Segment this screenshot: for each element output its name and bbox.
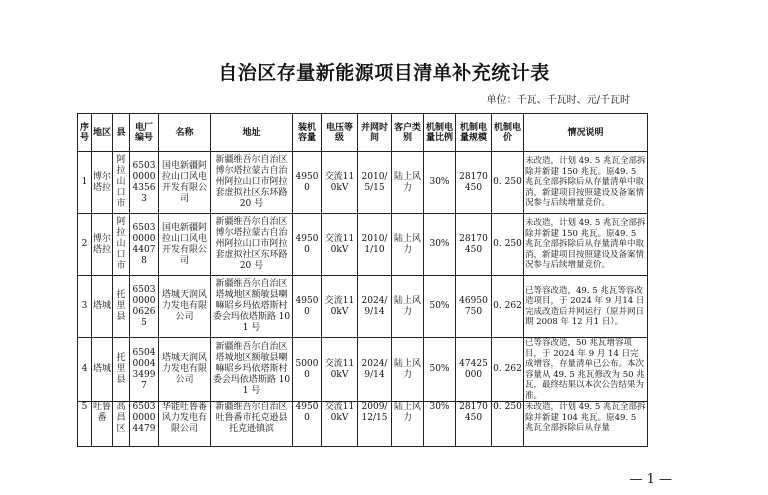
cell-capacity: 49500 xyxy=(293,402,322,447)
table-header-row xyxy=(78,114,648,152)
cell-plant-id: 650300004407 8 xyxy=(130,214,159,276)
cell-county: 阿拉山口市 xyxy=(113,214,130,276)
cell-date: 2010/1/10 xyxy=(358,214,392,276)
cell-address: 新疆维吾尔自治区塔城地区额敏县喇嘛昭乡玛依塔斯村委会玛依塔斯路 101 号 xyxy=(211,338,293,402)
col-header-capacity: 装机容量 xyxy=(293,114,322,152)
cell-date: 2010/5/15 xyxy=(358,152,392,214)
cell-name: 华能吐鲁番风力发电有限公司 xyxy=(159,402,211,447)
cell-price: 0. 250 xyxy=(492,214,524,276)
cell-no: 1 xyxy=(78,152,92,214)
cell-date: 2009/12/15 xyxy=(358,402,392,447)
col-header-name: 名称 xyxy=(159,114,211,152)
cell-scale: 47425000 xyxy=(456,338,492,402)
cell-voltage: 交流110kV xyxy=(322,402,358,447)
cell-region: 博尔塔拉 xyxy=(92,214,113,276)
cell-region: 博尔塔拉 xyxy=(92,152,113,214)
col-header-no: 序号 xyxy=(78,114,92,152)
col-header-voltage: 电压等级 xyxy=(322,114,358,152)
cell-price: 0. 262 xyxy=(492,338,524,402)
cell-plant-id: 650400043499 7 xyxy=(130,338,159,402)
cell-scale: 28170450 xyxy=(456,152,492,214)
cell-county: 托里县 xyxy=(113,338,130,402)
cell-address: 新疆维吾尔自治区博尔塔拉蒙古自治州阿拉山口市阿拉套虚拟社区东环路 20 号 xyxy=(211,152,293,214)
cell-address: 新疆维吾尔自治区吐鲁番市托克逊县托克逊镇滨 xyxy=(211,402,293,447)
cell-scale: 28170450 xyxy=(456,402,492,447)
cell-note: 已等容改造，50 兆瓦增容项目，于 2024 年 9 月 14 日完成增容，存量清单已公布。本次容量从 49. 5 兆瓦修改为 50 兆瓦，最终结果以本次公告结果为准。 xyxy=(524,338,648,402)
cell-category: 陆上风力 xyxy=(392,276,424,338)
cell-no: 2 xyxy=(78,214,92,276)
document-title: 自治区存量新能源项目清单补充统计表 xyxy=(218,62,550,84)
cell-price: 0. 250 xyxy=(492,402,524,447)
cell-ratio: 30% xyxy=(424,152,456,214)
table-row xyxy=(78,214,648,276)
cell-note: 已等容改造，49. 5 兆瓦等容改造项目，于 2024 年 9 月14 日完成改造后并网运行（原并网日期 2008 年 12 月1 日）。 xyxy=(524,276,648,338)
cell-plant-id: 650300004356 3 xyxy=(130,152,159,214)
col-header-date: 并网时间 xyxy=(358,114,392,152)
table-row xyxy=(78,338,648,402)
cell-no: 4 xyxy=(78,338,92,402)
cell-category: 陆上风力 xyxy=(392,214,424,276)
cell-region: 塔城 xyxy=(92,276,113,338)
cell-capacity: 50000 xyxy=(293,338,322,402)
cell-name: 国电新疆阿拉山口风电开发有限公司 xyxy=(159,214,211,276)
cell-category: 陆上风力 xyxy=(392,338,424,402)
cell-county: 高昌区 xyxy=(113,402,130,447)
cell-price: 0. 250 xyxy=(492,152,524,214)
cell-ratio: 50% xyxy=(424,338,456,402)
col-header-price: 机制电价 xyxy=(492,114,524,152)
col-header-plant-id: 电厂编号 xyxy=(130,114,159,152)
cell-date: 2024/9/14 xyxy=(358,338,392,402)
cell-address: 新疆维吾尔自治区塔城地区额敏县喇嘛昭乡玛依塔斯村委会玛依塔斯路 101 号 xyxy=(211,276,293,338)
cell-county: 托里县 xyxy=(113,276,130,338)
cell-note: 未改造，计划 49. 5 兆瓦全部拆除并新建 150 兆瓦。原49. 5 兆瓦全部拆除后从存量清单中取消，新建项目按照建设及备案情况参与后续增量竞价。 xyxy=(524,214,648,276)
cell-capacity: 49500 xyxy=(293,152,322,214)
cell-voltage: 交流110kV xyxy=(322,338,358,402)
cell-note: 未改造，计划 49. 5 兆瓦全部拆除并新建 150 兆瓦。原49. 5 兆瓦全部拆除后从存量清单中取消，新建项目按照建设及备案情况参与后续增量竞价。 xyxy=(524,152,648,214)
col-header-address: 地址 xyxy=(211,114,293,152)
page-number: — 1 — xyxy=(629,472,672,487)
unit-note: 单位：千瓦、千瓦时、元/千瓦时 xyxy=(486,95,630,106)
cell-name: 塔城天润风力发电有限公司 xyxy=(159,338,211,402)
table-row xyxy=(78,276,648,338)
table-row xyxy=(78,152,648,214)
col-header-county: 县 xyxy=(113,114,130,152)
table-row xyxy=(78,402,648,447)
page-footer xyxy=(0,468,768,487)
cell-ratio: 30% xyxy=(424,214,456,276)
cell-ratio: 50% xyxy=(424,276,456,338)
cell-no: 3 xyxy=(78,276,92,338)
cell-note: 未改造，计划 49. 5 兆瓦全部拆除并新建 104 兆瓦。原49. 5 兆瓦全部拆除后从存量 xyxy=(524,402,648,447)
cell-name: 国电新疆阿拉山口风电开发有限公司 xyxy=(159,152,211,214)
cell-name: 塔城天润风力发电有限公司 xyxy=(159,276,211,338)
cell-price: 0. 262 xyxy=(492,276,524,338)
col-header-region: 地区 xyxy=(92,114,113,152)
cell-ratio: 30% xyxy=(424,402,456,447)
cell-capacity: 49500 xyxy=(293,276,322,338)
cell-no: 5 xyxy=(78,402,92,447)
cell-voltage: 交流110kV xyxy=(322,276,358,338)
cell-capacity: 49500 xyxy=(293,214,322,276)
cell-voltage: 交流110kV xyxy=(322,214,358,276)
cell-plant-id: 650300004479 xyxy=(130,402,159,447)
cell-plant-id: 650300000626 5 xyxy=(130,276,159,338)
col-header-scale: 机制电量规模 xyxy=(456,114,492,152)
cell-scale: 28170450 xyxy=(456,214,492,276)
cell-category: 陆上风力 xyxy=(392,402,424,447)
cell-scale: 46950750 xyxy=(456,276,492,338)
cell-region: 吐鲁番 xyxy=(92,402,113,447)
cell-voltage: 交流110kV xyxy=(322,152,358,214)
cell-category: 陆上风力 xyxy=(392,152,424,214)
col-header-ratio: 机制电量比例 xyxy=(424,114,456,152)
col-header-note: 情况说明 xyxy=(524,114,648,152)
col-header-category: 客户类别 xyxy=(392,114,424,152)
cell-region: 塔城 xyxy=(92,338,113,402)
cell-county: 阿拉山口市 xyxy=(113,152,130,214)
cell-date: 2024/9/14 xyxy=(358,276,392,338)
project-table xyxy=(77,113,648,447)
cell-address: 新疆维吾尔自治区博尔塔拉蒙古自治州阿拉山口市阿拉套虚拟社区东环路 20 号 xyxy=(211,214,293,276)
